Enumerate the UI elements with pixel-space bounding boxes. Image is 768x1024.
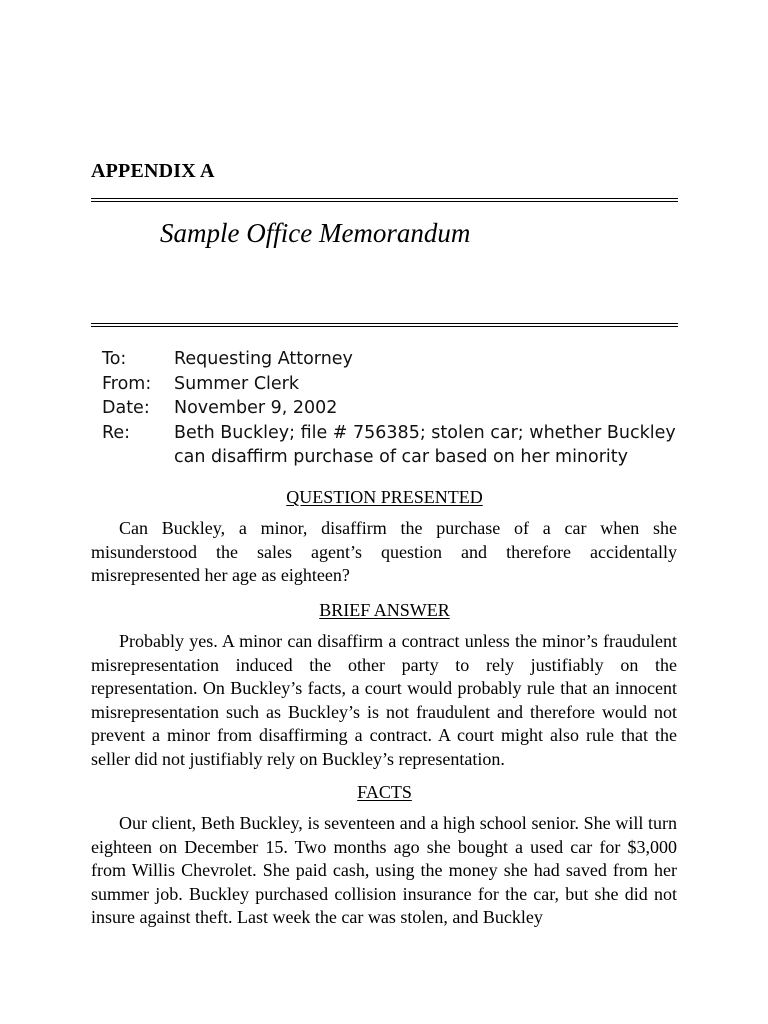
memo-date-label: Date: xyxy=(102,398,150,418)
question-presented-text: Can Buckley, a minor, disaffirm the purchase of a car when she misunderstood the sales agent’s question and therefore accidentally misrepresented her age as eighteen? xyxy=(91,518,677,586)
facts-text: Our client, Beth Buckley, is seventeen and a high school senior. She will turn eighteen on December 15. Two months ago she bought a used car for $3,000 from Willis Chevrolet. She paid cash, using the money she had saved from her summer job. Buckley purchased collision insurance for the car, but she did not insure against theft. Last week the car was stolen, and Buckley xyxy=(91,813,677,928)
top-double-rule xyxy=(91,198,678,202)
facts-heading: FACTS xyxy=(357,782,412,802)
memo-from-label: From: xyxy=(102,373,152,394)
bottom-double-rule xyxy=(91,323,678,327)
memo-to-value: Requesting Attorney xyxy=(174,349,353,369)
memo-to-row xyxy=(102,347,677,372)
memo-header xyxy=(102,347,677,470)
appendix-heading: APPENDIX A xyxy=(91,160,215,182)
memo-re-label: Re: xyxy=(102,422,131,443)
brief-answer-heading: BRIEF ANSWER xyxy=(319,600,450,620)
memo-from-value: Summer Clerk xyxy=(174,373,299,394)
brief-answer-text: Probably yes. A minor can disaffirm a contract unless the minor’s fraudulent misrepresentation induced the other party to rely justifiably on the representation. On Buckley’s facts, a court would probably rule that an innocent misrepresentation such as Buckley’s is not fraudulent and therefore would not prevent a minor from disaffirming a contract. A court might also rule that the seller did not justifiably rely on Buckley’s representation. xyxy=(91,631,677,769)
memo-title: Sample Office Memorandum xyxy=(160,218,471,248)
memo-re-row xyxy=(102,421,677,470)
memo-date-value: November 9, 2002 xyxy=(174,398,338,418)
memo-date-row xyxy=(102,396,677,421)
memo-from-row xyxy=(102,372,677,397)
memo-re-value: Beth Buckley; file # 756385; stolen car; whether Buckley can disaffirm purchase of car based on her minority xyxy=(174,422,676,467)
memo-to-label: To: xyxy=(102,349,127,369)
question-presented-heading: QUESTION PRESENTED xyxy=(286,487,483,507)
